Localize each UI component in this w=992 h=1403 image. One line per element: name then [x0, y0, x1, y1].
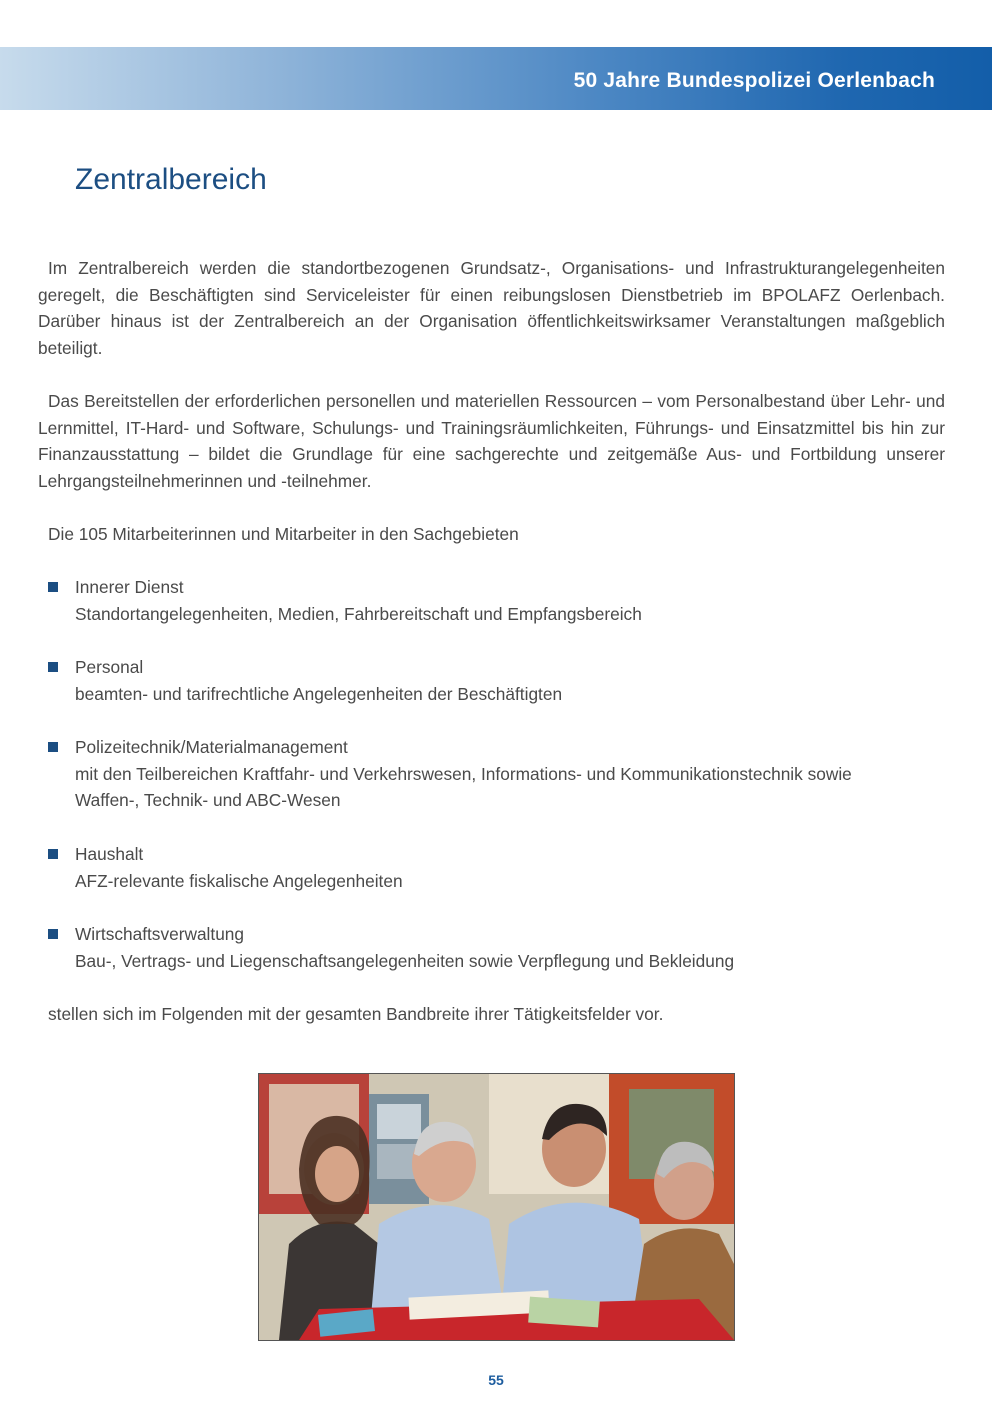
list-item-description: Standortangelegenheiten, Medien, Fahrbereitschaft und Empfangsbereich — [75, 603, 642, 624]
header-band — [0, 47, 992, 110]
list-item-description: Bau-, Vertrags- und Liegenschaftsangelegenheiten sowie Verpflegung und Bekleidung — [75, 950, 735, 971]
team-photo — [258, 1073, 735, 1341]
list-item-title: Haushalt — [75, 844, 144, 864]
square-bullet-icon — [48, 742, 58, 752]
list-item-description: beamten- und tarifrechtliche Angelegenheiten der Beschäftigten — [75, 683, 563, 704]
list-item-description: AFZ-relevante fiskalische Angelegenheiten — [75, 870, 403, 891]
header-title: 50 Jahre Bundespolizei Oerlenbach — [573, 69, 935, 92]
list-item-title: Personal — [75, 657, 144, 677]
page-title: Zentralbereich — [75, 163, 267, 196]
square-bullet-icon — [48, 582, 58, 592]
closing-sentence: stellen sich im Folgenden mit der gesamten Bandbreite ihrer Tätigkeitsfelder vor. — [48, 1004, 664, 1024]
page-number: 55 — [488, 1372, 504, 1388]
intro-paragraph: Im Zentralbereich werden die standortbezogenen Grundsatz-, Organisations- und Infrastrukturangelegenheiten geregelt, die Beschäftigten sind Serviceleister für einen reibungslosen Dienstbetrieb im BPOLAFZ Oerlenbach. Darüber hinaus ist der Zentralbereich an der Organisation öffentlichkeitswirksamer Veranstaltungen maßgeblich beteiligt. — [38, 258, 945, 358]
square-bullet-icon — [48, 929, 58, 939]
list-item-description: mit den Teilbereichen Kraftfahr- und Verkehrswesen, Informations- und Kommunikationstechnik sowie Waffen-, Technik- und ABC-Wesen — [75, 763, 852, 811]
list-item-title: Innerer Dienst — [75, 577, 184, 597]
list-item-title: Wirtschaftsverwaltung — [75, 924, 245, 944]
square-bullet-icon — [48, 849, 58, 859]
lead-sentence: Die 105 Mitarbeiterinnen und Mitarbeiter in den Sachgebieten — [48, 524, 519, 544]
list-item-title: Polizeitechnik/Materialmanagement — [75, 737, 348, 757]
resources-paragraph: Das Bereitstellen der erforderlichen personellen und materiellen Ressourcen – vom Personalbestand über Lehr- und Lernmittel, IT-Hard- und Software, Schulungs- und Trainingsräumlichkeiten, Führungs- und Einsatzmittel bis hin zur Finanzausstattung – bildet die Grundlage für eine sachgerechte und zeitgemäße Aus- und Fortbildung unserer Lehrgangsteilnehmerinnen und -teilnehmer. — [38, 391, 945, 491]
square-bullet-icon — [48, 662, 58, 672]
